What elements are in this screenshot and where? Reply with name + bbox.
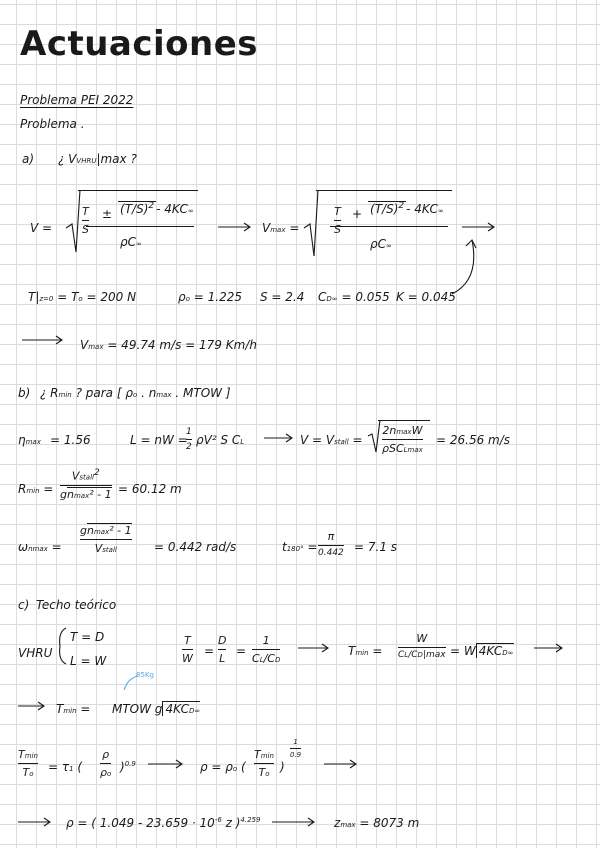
rho-result-lhs: ρ = ρo (	[200, 760, 246, 774]
rmin-frac: Vstall$^2$ gnmax² - 1	[60, 468, 112, 501]
section-c-label: c)	[18, 598, 30, 612]
nmax-value: = 1.56	[50, 433, 91, 447]
t180-frac: π 0.442	[318, 530, 344, 558]
ratio-eq: = τ1 (	[48, 760, 83, 774]
section-b-label: b)	[18, 386, 31, 400]
dl-eq: =	[236, 644, 247, 658]
vmax-result: Vmax = 49.74 m/s = 179 Km/h	[80, 338, 257, 352]
note-kg: 85Kg	[136, 671, 154, 679]
section-b-question: ¿ Rmin ? para [ ρo . nmax . MTOW ]	[40, 386, 231, 400]
omega-value: = 0.442 rad/s	[154, 540, 237, 554]
vmax-den: ρC∞	[370, 237, 392, 251]
vmax-plus: +	[352, 207, 363, 221]
section-a-label: a)	[22, 152, 35, 166]
rmin-lhs: Rmin =	[18, 482, 54, 496]
arrow-c1	[298, 644, 328, 652]
vstall-lhs: V = Vstall =	[300, 433, 363, 447]
tmin-rhs: = W 4KCD∞	[450, 644, 514, 658]
lift-lhs: L = nW =	[130, 433, 188, 447]
arrow-c5	[324, 760, 356, 768]
page-title: Actuaciones	[20, 24, 259, 64]
vmax-frac-ts: T S	[334, 205, 341, 236]
rmin-value: = 60.12 m	[118, 482, 182, 496]
omega-lhs: ωnmax =	[18, 540, 62, 554]
t180-value: = 7.1 s	[354, 540, 398, 554]
arrow-a2	[462, 223, 494, 231]
vmax-inner-root: $(T/S)^2 - 4KC\infty$	[370, 201, 444, 216]
vstall-root-bar	[378, 420, 430, 421]
rho-result-exp: 1 0.9	[290, 738, 302, 759]
lift-half: 1 2	[186, 427, 192, 452]
tw-eq: =	[204, 644, 215, 658]
s-value: S = 2.4	[260, 290, 305, 304]
values-line: T|z=0 = To = 200 N	[28, 290, 137, 304]
radical-vstall	[368, 420, 380, 452]
vhru-lw: L = W	[70, 654, 107, 668]
vhru-td: T = D	[70, 630, 105, 644]
arrow-a3	[22, 336, 62, 344]
problem-set-heading: Problema PEI 2022	[20, 93, 134, 107]
v-inner-root: $(T/S)^2 - 4KC\infty$	[120, 201, 194, 216]
t180-lhs: t180° =	[282, 540, 318, 554]
ratio-rho-frac: ρ ρo	[100, 748, 112, 779]
vstall-value: = 26.56 m/s	[436, 433, 511, 447]
vmax-lhs: Vmax =	[262, 221, 300, 235]
vmax-main-bar	[330, 226, 448, 227]
cd-value: CD∞ = 0.055	[318, 290, 390, 304]
radical-vmax	[304, 190, 318, 256]
rho-result-frac: Tmin To	[254, 748, 274, 779]
arrow-c2	[534, 644, 562, 652]
final-rho: ρ = ( $1.049 - 23.659 \cdot 10^{-6}$ z )$^{4.259}$	[66, 816, 261, 830]
v-den: ρC∞	[120, 235, 142, 249]
k-value: K = 0.045	[396, 290, 456, 304]
v-pm: ±	[102, 207, 113, 221]
vstall-frac: 2nmaxW ρSCLmax	[382, 424, 423, 455]
arrow-c7	[272, 818, 314, 826]
tw-frac: T W	[182, 634, 193, 665]
radical-v	[66, 190, 80, 252]
v-main-bar	[86, 226, 194, 227]
ratio-frac: Tmin To	[18, 748, 38, 779]
vhru-label: VHRU	[18, 646, 53, 660]
arrow-a1	[218, 223, 250, 231]
lift-tail: ρV² S CL	[196, 433, 245, 447]
v-root-bar	[78, 190, 198, 191]
rho-value: ρo = 1.225	[178, 290, 242, 304]
vmax-root-bar	[316, 190, 452, 191]
tmin2-rhs: MTOW g 4KCD∞	[112, 702, 201, 716]
rho-result-close: )	[280, 760, 285, 774]
nmax-lhs: ηmax	[18, 433, 41, 447]
arrow-c4	[148, 760, 182, 768]
arrow-c6	[18, 818, 50, 826]
v-lhs: V =	[30, 221, 53, 235]
v-frac-ts: T S	[82, 205, 89, 236]
tmin-frac: W CL/CD|max	[398, 632, 446, 660]
curved-arrow-a	[452, 240, 476, 294]
dl-frac: D L	[218, 634, 227, 665]
zmax-result: zmax = 8073 m	[334, 816, 420, 830]
section-c-heading: Techo teórico	[36, 598, 117, 612]
section-a-question: ¿ VVHRU|max ?	[58, 152, 137, 166]
brace-vhru	[60, 628, 66, 664]
ratio-close: )$^{0.9}$	[120, 760, 136, 774]
arrow-c3	[18, 702, 44, 710]
tmin-lhs: Tmin =	[348, 644, 383, 658]
tmin2-lhs: Tmin =	[56, 702, 91, 716]
omega-frac: gnmax² - 1 Vstall	[80, 524, 132, 555]
problem-label: Problema .	[20, 117, 85, 131]
arrow-b1	[264, 434, 292, 442]
one-frac: 1 CL/CD	[252, 634, 281, 665]
